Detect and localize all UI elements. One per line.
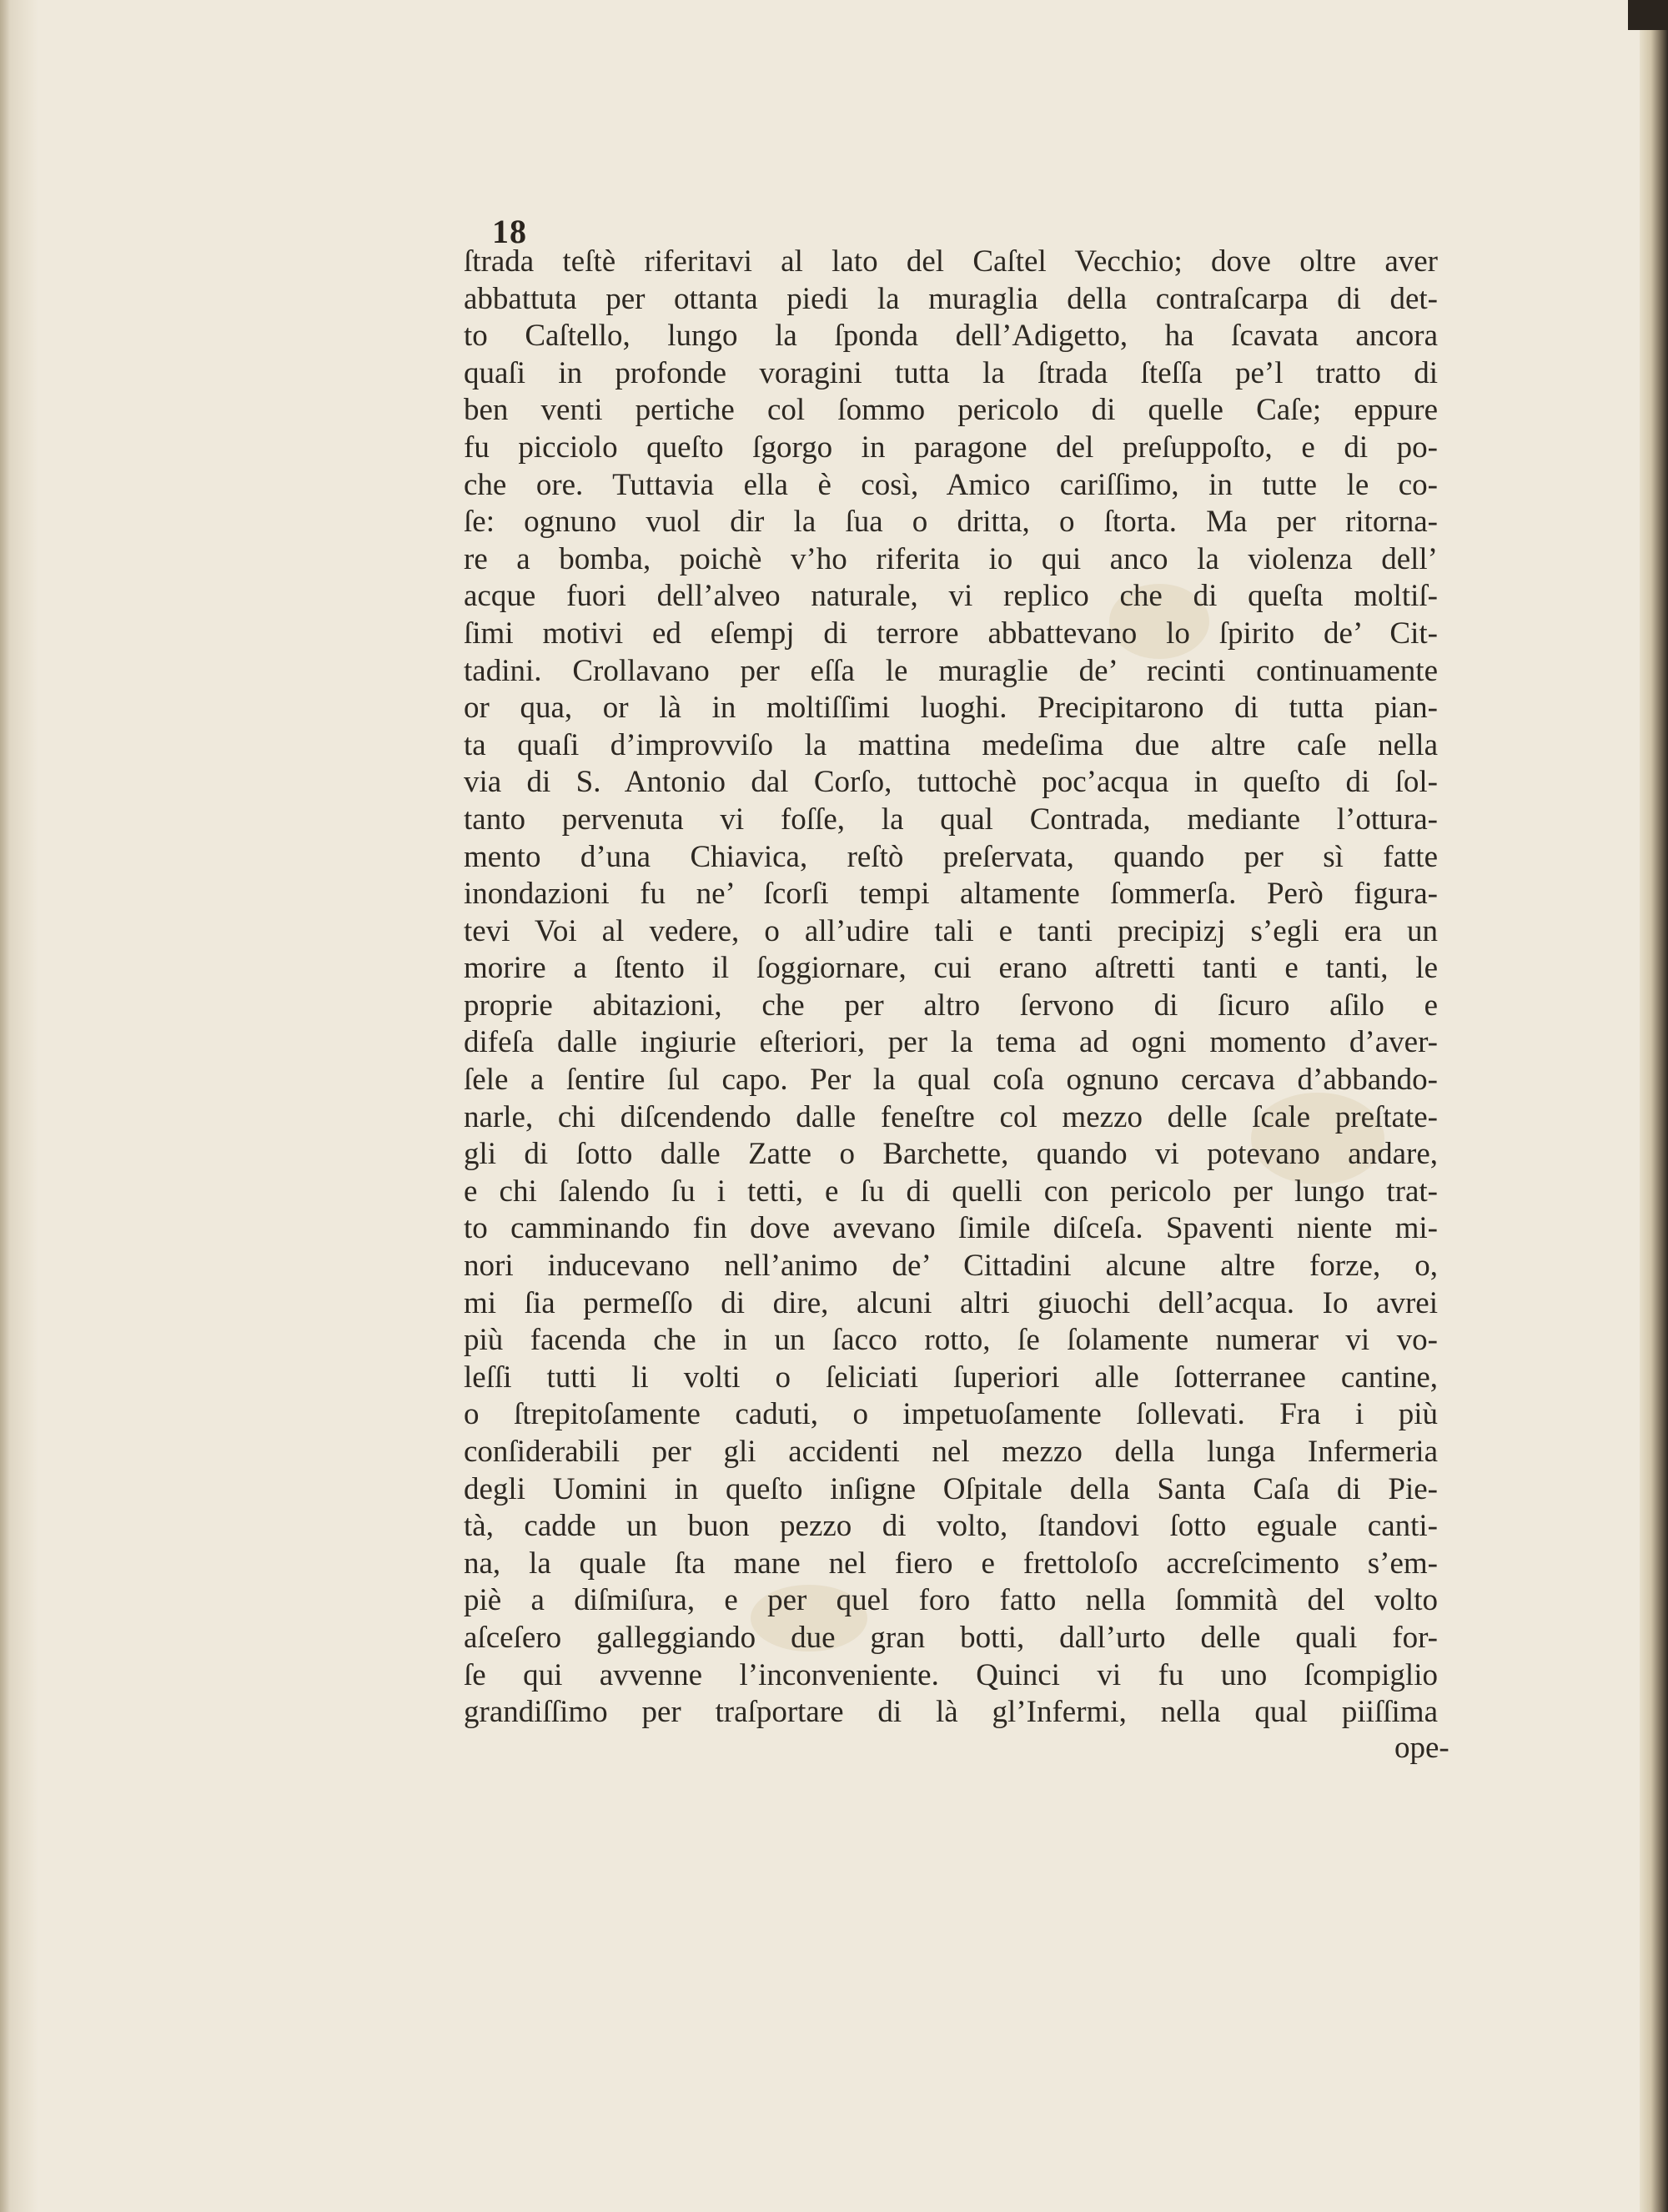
text-line: re a bomba, poichè v’ho riferita io qui anco la violenza dell’: [464, 541, 1438, 576]
text-line: conſiderabili per gli accidenti nel mezzo della lunga Infermeria: [464, 1435, 1438, 1469]
text-line: leſſi tutti li volti o ſeliciati ſuperiori alle ſotterranee cantine,: [464, 1360, 1438, 1395]
dark-corner: [1628, 0, 1668, 30]
text-line: or qua, or là in moltiſſimi luoghi. Precipitarono di tutta pian-: [464, 691, 1438, 726]
text-line: tà, cadde un buon pezzo di volto, ſtandovi ſotto eguale canti-: [464, 1509, 1438, 1544]
text-line: aſceſero galleggiando due gran botti, dall’urto delle quali for-: [464, 1620, 1438, 1655]
text-line: mento d’una Chiavica, reſtò preſervata, quando per sì fatte: [464, 839, 1438, 874]
text-line: tadini. Crollavano per eſſa le muraglie de’ recinti continuamente: [464, 653, 1438, 688]
text-line: ſimi motivi ed eſempj di terrore abbattevano lo ſpirito de’ Cit-: [464, 616, 1438, 651]
text-line: narle, chi diſcendendo dalle feneſtre col mezzo delle ſcale preſtate-: [464, 1099, 1438, 1134]
text-line: tanto pervenuta vi foſſe, la qual Contrada, mediante l’ottura-: [464, 802, 1438, 837]
text-line: degli Uomini in queſto inſigne Oſpitale della Santa Caſa di Pie-: [464, 1471, 1438, 1506]
text-line: na, la quale ſta mane nel fiero e frettoloſo accreſcimento s’em-: [464, 1546, 1438, 1581]
text-line: via di S. Antonio dal Corſo, tuttochè poc’acqua in queſto di ſol-: [464, 765, 1438, 800]
text-line: gli di ſotto dalle Zatte o Barchette, quando vi potevano andare,: [464, 1137, 1438, 1172]
text-line: difeſa dalle ingiurie eſteriori, per la tema ad ogni momento d’aver-: [464, 1025, 1438, 1060]
text-line: morire a ſtento il ſoggiornare, cui erano aſtretti tanti e tanti, le: [464, 951, 1438, 986]
text-line: to Caſtello, lungo la ſponda dell’Adigetto, ha ſcavata ancora: [464, 319, 1438, 354]
text-line: nori inducevano nell’animo de’ Cittadini alcune altre forze, o,: [464, 1249, 1438, 1284]
text-line: e chi ſalendo ſu i tetti, e ſu di quelli con pericolo per lungo trat-: [464, 1174, 1438, 1209]
text-line: proprie abitazioni, che per altro ſervono di ſicuro aſilo e: [464, 988, 1438, 1023]
text-line: ſtrada teſtè riferitavi al lato del Caſtel Vecchio; dove oltre aver: [464, 244, 1438, 279]
text-line: fu picciolo queſto ſgorgo in paragone del preſuppoſto, e di po-: [464, 430, 1438, 465]
text-line: abbattuta per ottanta piedi la muraglia della contraſcarpa di det-: [464, 281, 1438, 316]
text-line: che ore. Tuttavia ella è così, Amico cariſſimo, in tutte le co-: [464, 467, 1438, 502]
text-line: grandiſſimo per traſportare di là gl’Infermi, nella qual piiſſima: [464, 1695, 1438, 1730]
catchword: ope-: [1394, 1731, 1449, 1765]
body-text: [464, 244, 1438, 1732]
text-line: quaſi in profonde voragini tutta la ſtrada ſteſſa pe’l tratto di: [464, 355, 1438, 390]
text-line: mi ſia permeſſo di dire, alcuni altri giuochi dell’acqua. Io avrei: [464, 1285, 1438, 1320]
text-line: ſele a ſentire ſul capo. Per la qual coſa ognuno cercava d’abbando-: [464, 1063, 1438, 1098]
text-line: ſe: ognuno vuol dir la ſua o dritta, o ſtorta. Ma per ritorna-: [464, 505, 1438, 540]
text-line: inondazioni fu ne’ ſcorſi tempi altamente ſommerſa. Però figura-: [464, 877, 1438, 912]
right-page-edge: [1640, 0, 1668, 2212]
text-line: to camminando fin dove avevano ſimile diſceſa. Spaventi niente mi-: [464, 1211, 1438, 1246]
text-line: ſe qui avvenne l’inconveniente. Quinci vi fu uno ſcompiglio: [464, 1657, 1438, 1692]
text-line: ben venti pertiche col ſommo pericolo di quelle Caſe; eppure: [464, 393, 1438, 428]
text-line: o ſtrepitoſamente caduti, o impetuoſamente ſollevati. Fra i più: [464, 1397, 1438, 1432]
text-line: acque fuori dell’alveo naturale, vi replico che di queſta moltiſ-: [464, 579, 1438, 614]
text-line: piè a diſmiſura, e per quel foro fatto nella ſommità del volto: [464, 1583, 1438, 1618]
text-line: tevi Voi al vedere, o all’udire tali e tanti precipizj s’egli era un: [464, 913, 1438, 948]
page-number: 18: [492, 213, 527, 250]
text-line: più facenda che in un ſacco rotto, ſe ſolamente numerar vi vo-: [464, 1323, 1438, 1358]
text-line: ta quaſi d’improvviſo la mattina medeſima due altre caſe nella: [464, 727, 1438, 762]
spine-shadow: [0, 0, 10, 2212]
